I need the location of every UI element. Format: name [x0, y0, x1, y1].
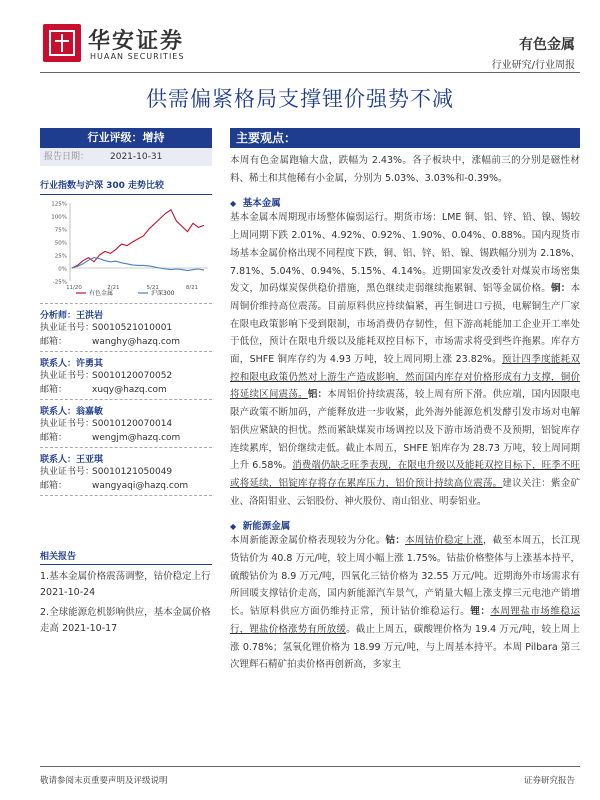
page-header	[0, 0, 600, 74]
series-line-0	[72, 210, 204, 268]
report-date-value: 2021-10-31	[110, 152, 163, 162]
company-name-cn: 华安证券	[88, 28, 185, 54]
key-points-heading: 主要观点：	[230, 128, 580, 148]
related-reports-heading: 相关报告	[40, 549, 212, 565]
section-base-metals-title: ◆ 基本金属	[230, 198, 281, 210]
report-date	[40, 148, 212, 166]
diamond-bullet-icon: ◆	[230, 199, 237, 209]
analyst-list	[40, 308, 212, 496]
related-report-item[interactable]: 1.基本金属价格震荡调整，钴价稳定上行 2021-10-24	[40, 571, 211, 598]
y-tick-label: 0%	[58, 266, 67, 273]
analyst-block	[40, 452, 212, 496]
main-content	[230, 128, 580, 674]
header-divider	[40, 72, 580, 73]
footer-disclaimer: 敬请参阅末页重要声明及评级说明	[40, 776, 168, 786]
y-tick-label: 50%	[54, 240, 67, 247]
analyst-block	[40, 404, 212, 448]
analyst-email[interactable]: 邮箱： wanghy@hazq.com	[40, 337, 181, 347]
related-report-item[interactable]: 2.全球能源危机影响供应，基本金属价格走高 2021-10-17	[40, 607, 211, 634]
y-tick-label: 100%	[51, 214, 67, 221]
footer-report-label: 证券研究报告	[523, 776, 575, 786]
analyst-name: 联系人：王亚琪	[40, 455, 104, 465]
report-title: 供需偏紧格局支撑锂价强势不减	[146, 87, 454, 111]
analyst-block	[40, 308, 212, 352]
footer-divider	[40, 766, 580, 767]
x-tick-label: 2/21	[107, 285, 120, 291]
intro-paragraph: 本周有色金属跑输大盘，跌幅为 2.43%。各子板块中，涨幅前三的分别是磁性材料、稀土和其他稀有小金属，分别为 5.03%、3.03%和-0.39%。	[230, 155, 580, 184]
x-tick-label: 11/20	[66, 285, 82, 291]
analyst-block	[40, 356, 212, 400]
sidebar	[40, 128, 212, 637]
analyst-email[interactable]: 邮箱： wengjm@hazq.com	[40, 433, 181, 443]
section-new-energy-title: ◆ 新能源金属	[230, 521, 291, 533]
x-tick-label: 5/21	[146, 285, 159, 291]
y-tick-label: 125%	[51, 201, 67, 208]
index-comparison-chart	[40, 195, 212, 301]
diamond-bullet-icon: ◆	[230, 522, 237, 532]
new-energy-paragraph: 本周新能源金属价格表现较为分化。钴：本周钴价稳定上涨，截至本周五，长江现货钴价为 40.8 万元/吨，较上周小幅上涨 1.75%。钴盐价格整体与上涨基本持平，硫酸钴价为 8.9 万元/吨，四氧化三钴价格为 32.55 万元/吨。近期海外市场需求有所回暖支撑钴价走高，国内新能源汽车景气，产销量大幅上涨支撑三元电池产销增长。钴原料供应方面仍维持正常，预计钴价维稳运行。锂：本周锂盐市场维稳运行，锂盐价格涨势有所放缓。截止上周五，碳酸锂价格为 19.4 万元/吨，较上周上涨 0.78%；氢氧化锂价格为 18.99 万元/吨，与上周基本持平。本周 Pilbara 第三次锂辉石精矿拍卖价格再创新高，多家主	[230, 535, 580, 671]
industry-rating: 行业评级：增持	[40, 128, 212, 148]
legend-label: 有色金属	[89, 290, 114, 297]
x-tick-label: 8/21	[185, 285, 199, 291]
analyst-name: 联系人：许勇其	[40, 359, 104, 369]
company-name-en: HUAAN SECURITIES	[90, 52, 185, 61]
analyst-name: 联系人：翁嘉敏	[40, 407, 104, 417]
analyst-cert: 执业证书号： S0010120070052	[40, 371, 173, 381]
analyst-cert: 执业证书号： S0010121050049	[40, 467, 173, 477]
report-date-label: 报告日期：	[44, 152, 90, 162]
report-type: 行业研究/行业周报	[491, 60, 575, 71]
analyst-cert: 执业证书号： S0010120070014	[40, 419, 173, 429]
company-seal-logo	[43, 24, 81, 62]
analyst-email[interactable]: 邮箱： xuqy@hazq.com	[40, 385, 167, 395]
chart-svg	[40, 195, 212, 301]
sector-label: 有色金属	[519, 37, 575, 53]
y-tick-label: 25%	[54, 253, 67, 260]
analyst-cert: 执业证书号： S0010521010001	[40, 323, 173, 333]
analyst-email[interactable]: 邮箱： wangyaqi@hazq.com	[40, 481, 189, 491]
chart-heading: 行业指数与沪深 300 走势比较	[40, 178, 212, 195]
analyst-name: 分析师：王洪岩	[40, 311, 104, 321]
base-metals-paragraph: 基本金属本周期现市场整体偏弱运行。期货市场：LME 铜、铝、锌、铅、镍、锡较上周同期下跌 2.01%、4.92%、0.92%、1.90%、0.04%、0.88%。国内现货市场基本金属价格出现不同程度下跌，铜、铝、锌、铅、镍、锡跌幅分别为 2.18%、7.81%、5.04%、0.94%、5.15%、4.14%。近期国家发改委针对煤炭市场密集发文，加码煤炭保供稳价措施，黑色继续走弱继续拖累铜、铝等金属价格。铜：本周铜价维持高位震荡。目前原料供应持续偏紧，再生铜进口亏损，电解铜生产厂家在限电政策影响下受到限制，市场消费仍存韧性，但下游高耗能加工企业开工率处于低位，预计在限电升级以及能耗双控目标下，市场需求将受到些许拖累。库存方面，SHFE 铜库存约为 4.93 万吨，较上周同期上涨 23.82%。预计四季度能耗双控和限电政策仍然对上游生产造成影响，然而国内库存对价格形成有力支撑，铜价将延续区间震荡。铝：本周铝价持续震荡，较上周有所下滑。供应端，国内因限电限产政策不断加码，产能释放进一步收紧，此外海外能源危机发酵引发市场对电解铝供应紧缺的担忧。然而紧缺煤炭市场调控以及下游市场消费不及预期，铝锭库存连续累库，铝价继续走低。截止本周五，SHFE 铝库存为 28.73 万吨，较上周同期上升 6.58%。消费端仍缺乏旺季表现，在限电升级以及能耗双控目标下，旺季不旺或将延续，铝锭库存将存在累库压力，铝价预计持续高位震荡。建议关注：紫金矿业、洛阳钼业、云铝股份、神火股份、南山铝业、明泰铝业。	[230, 212, 580, 507]
y-tick-label: 75%	[54, 227, 67, 234]
legend-label: 沪深300	[151, 290, 175, 297]
y-tick-label: -25%	[52, 279, 67, 286]
